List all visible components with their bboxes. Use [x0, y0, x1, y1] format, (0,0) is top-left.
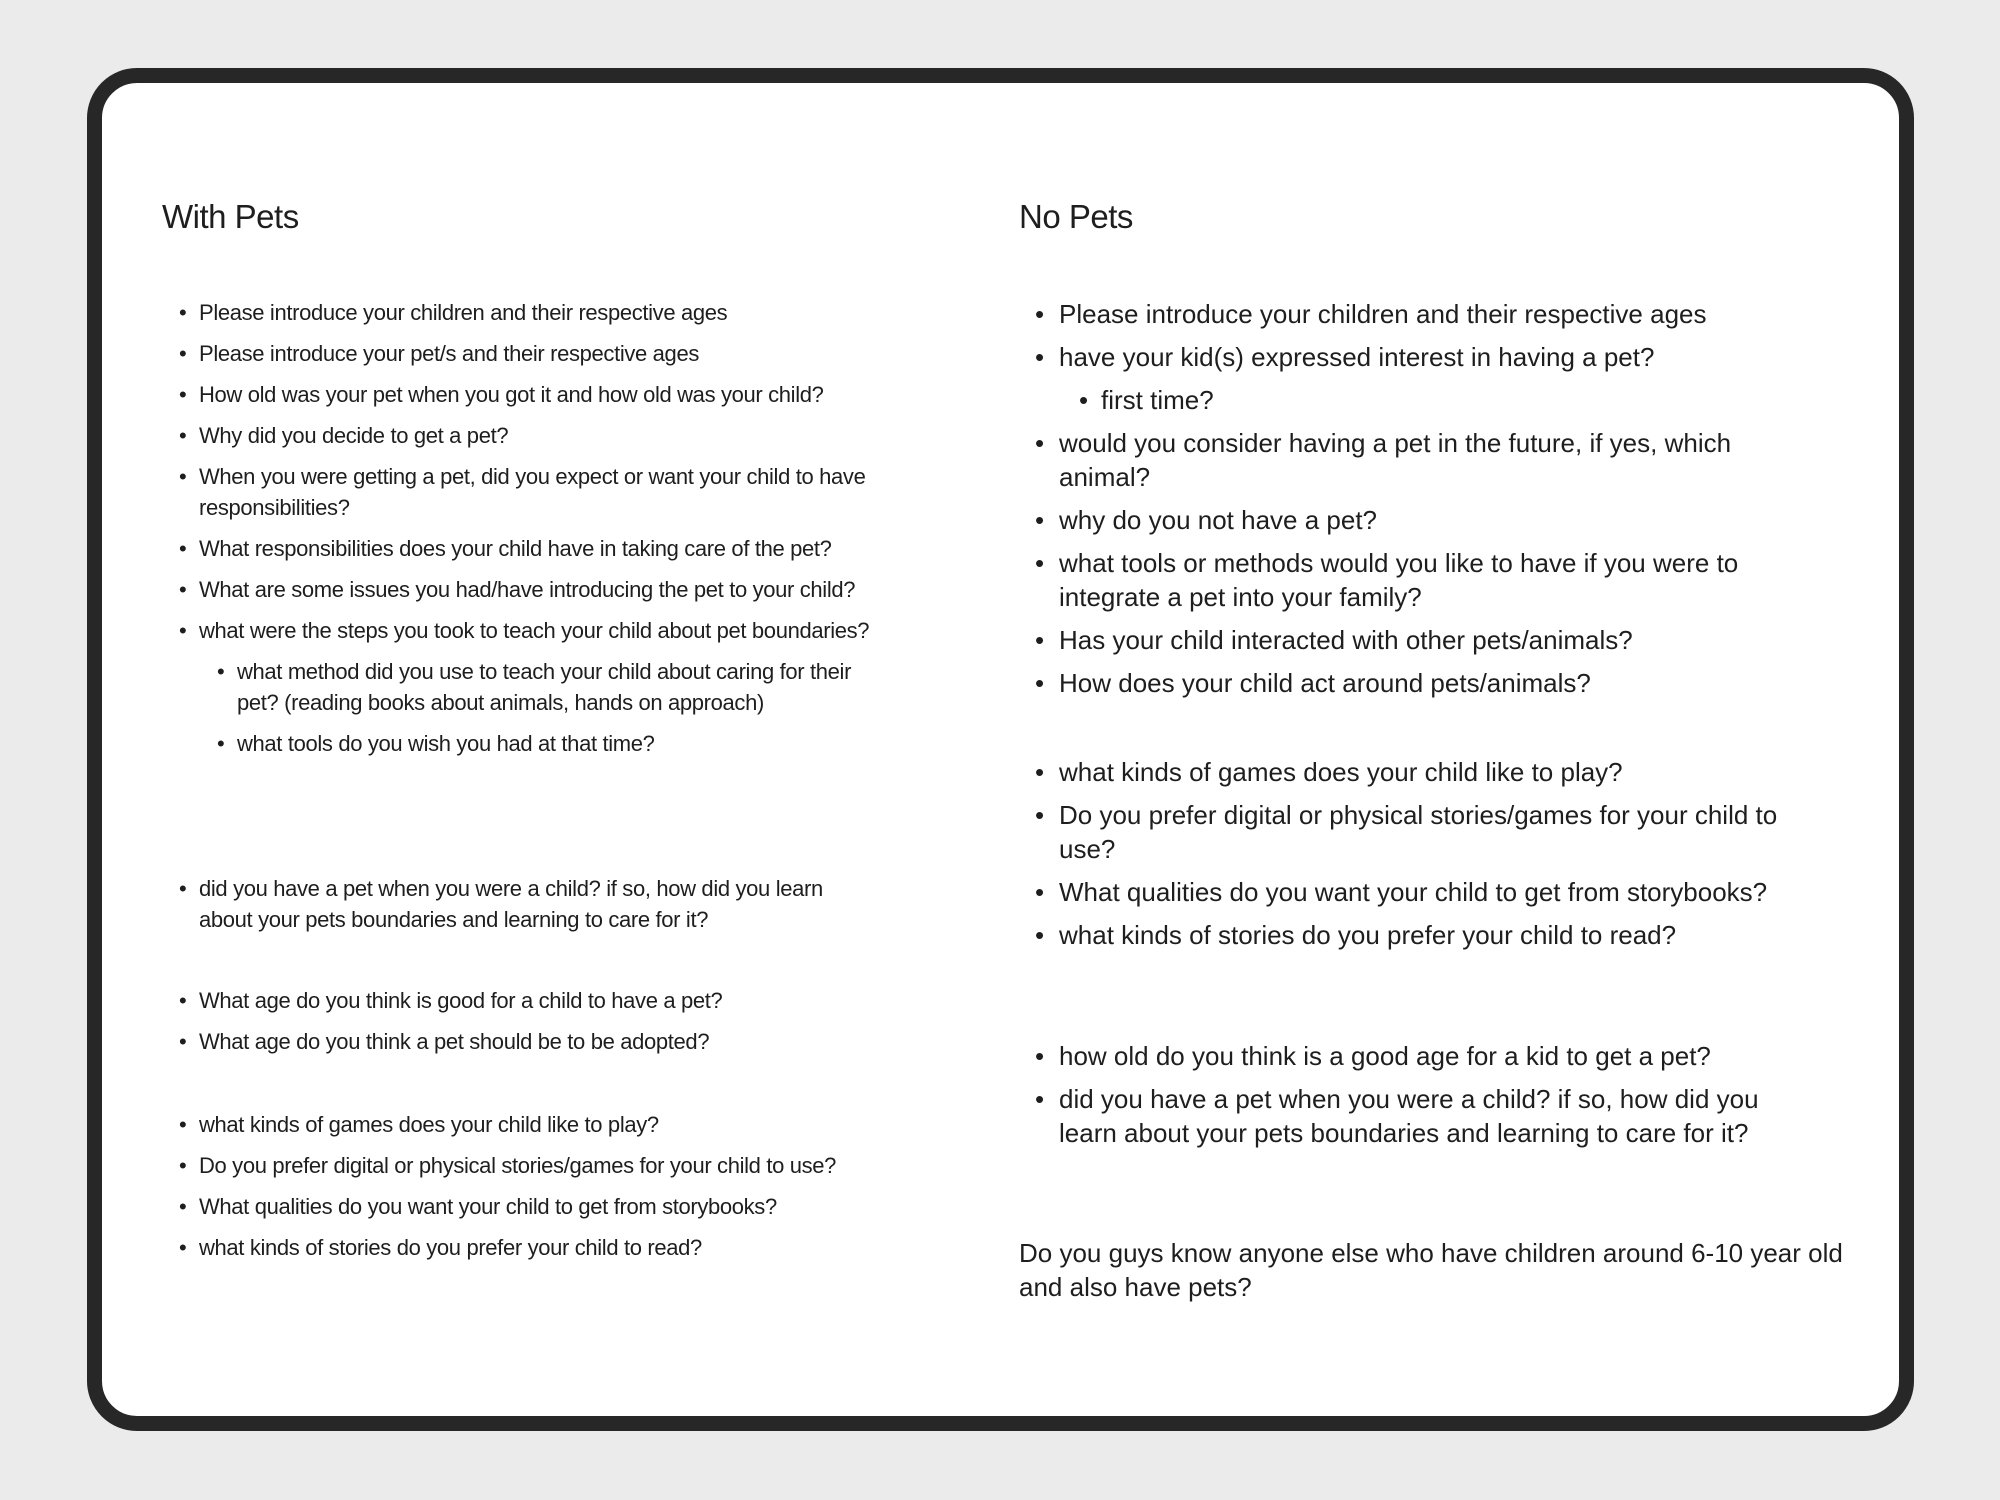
- no-pets-heading: No Pets: [1019, 198, 1133, 235]
- question-item: • How old was your pet when you got it and how old was your child?: [161, 379, 881, 410]
- no-pets-group-2: [1019, 755, 1819, 961]
- question-item: • did you have a pet when you were a child? if so, how did you learn about your pets boundaries and learning to care for it?: [1019, 1082, 1819, 1150]
- question-item: • what kinds of stories do you prefer your child to read?: [161, 1232, 881, 1263]
- question-item: • How does your child act around pets/animals?: [1019, 666, 1819, 700]
- question-item: • What are some issues you had/have introducing the pet to your child?: [161, 574, 881, 605]
- question-item: • Do you prefer digital or physical stories/games for your child to use?: [161, 1150, 881, 1181]
- closing-question: Do you guys know anyone else who have children around 6-10 year old and also have pets?: [1019, 1238, 1843, 1302]
- question-item: • Please introduce your children and their respective ages: [1019, 297, 1819, 331]
- with-pets-heading: With Pets: [162, 198, 299, 235]
- with-pets-group-3: [161, 985, 881, 1067]
- question-item: • have your kid(s) expressed interest in having a pet?: [1019, 340, 1819, 374]
- question-item: • What responsibilities does your child have in taking care of the pet?: [161, 533, 881, 564]
- question-item: • what were the steps you took to teach your child about pet boundaries?: [161, 615, 881, 646]
- no-pets-group-1: [1019, 297, 1819, 709]
- question-item: • what tools or methods would you like to have if you were to integrate a pet into your family?: [1019, 546, 1819, 614]
- question-item: • Why did you decide to get a pet?: [161, 420, 881, 451]
- sub-question-item: • what tools do you wish you had at that time?: [161, 728, 881, 759]
- question-item: • Do you prefer digital or physical stories/games for your child to use?: [1019, 798, 1819, 866]
- with-pets-group-1: [161, 297, 881, 769]
- question-item: • what kinds of games does your child like to play?: [161, 1109, 881, 1140]
- question-item: • What age do you think a pet should be to be adopted?: [161, 1026, 881, 1057]
- question-item: • What qualities do you want your child to get from storybooks?: [161, 1191, 881, 1222]
- no-pets-group-3: [1019, 1039, 1819, 1159]
- question-item: • what kinds of games does your child like to play?: [1019, 755, 1819, 789]
- question-item: • What qualities do you want your child to get from storybooks?: [1019, 875, 1819, 909]
- question-item: • What age do you think is good for a child to have a pet?: [161, 985, 881, 1016]
- question-item: • why do you not have a pet?: [1019, 503, 1819, 537]
- question-item: • When you were getting a pet, did you expect or want your child to have responsibilities?: [161, 461, 881, 523]
- question-item: • how old do you think is a good age for a kid to get a pet?: [1019, 1039, 1819, 1073]
- question-item: • Please introduce your pet/s and their respective ages: [161, 338, 881, 369]
- with-pets-group-2: [161, 873, 881, 945]
- question-item: • Please introduce your children and their respective ages: [161, 297, 881, 328]
- question-item: • did you have a pet when you were a child? if so, how did you learn about your pets boundaries and learning to care for it?: [161, 873, 881, 935]
- question-item: • what kinds of stories do you prefer your child to read?: [1019, 918, 1819, 952]
- question-item: • Has your child interacted with other pets/animals?: [1019, 623, 1819, 657]
- question-item: • would you consider having a pet in the future, if yes, which animal?: [1019, 426, 1819, 494]
- sub-question-item: • what method did you use to teach your child about caring for their pet? (reading books about animals, hands on approach): [161, 656, 881, 718]
- with-pets-group-4: [161, 1109, 881, 1273]
- sub-question-item: • first time?: [1019, 383, 1819, 417]
